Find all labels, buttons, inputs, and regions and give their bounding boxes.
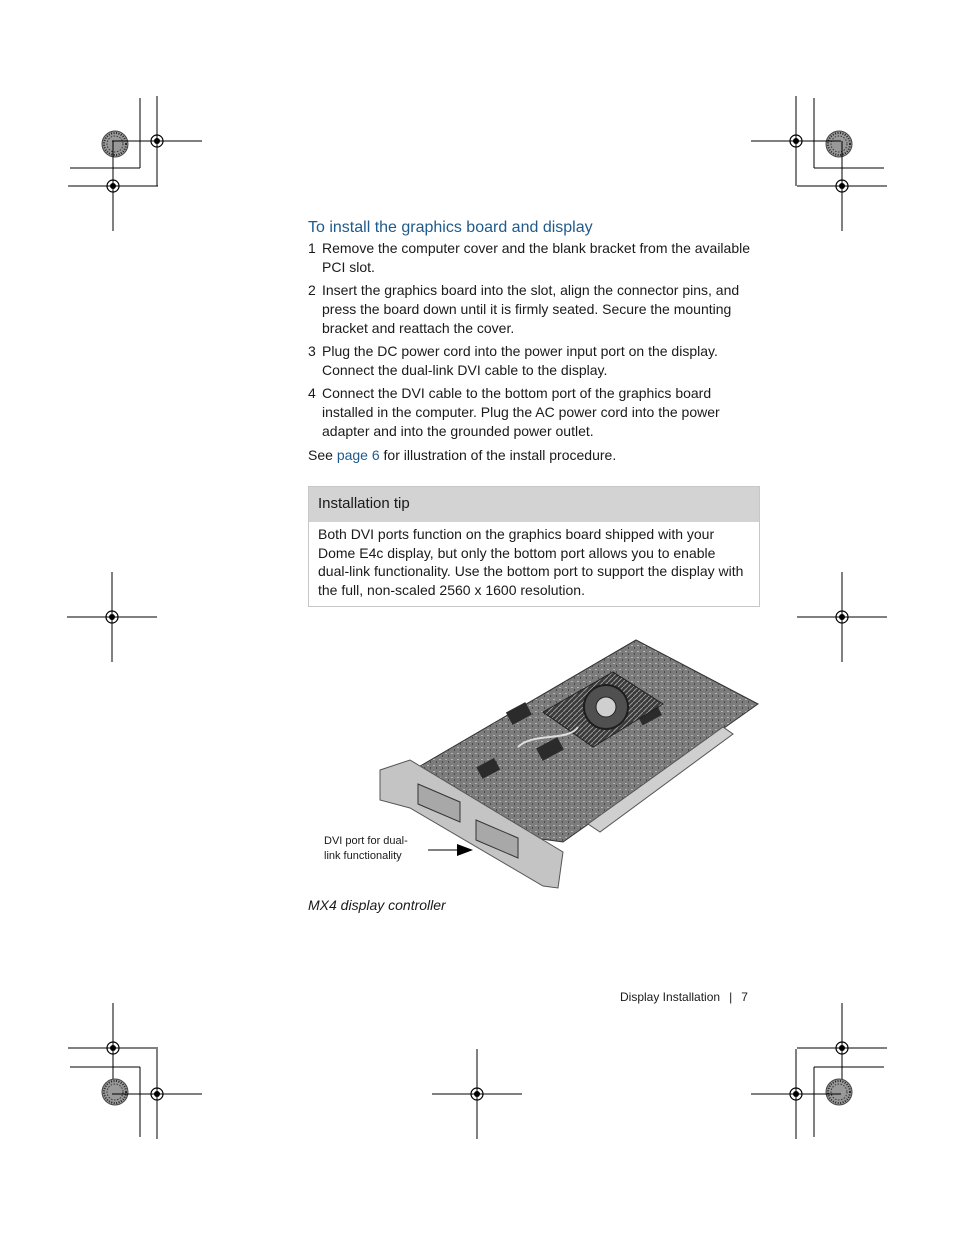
figure-caption: MX4 display controller <box>308 897 446 913</box>
step-number: 1 <box>308 240 316 256</box>
page-number: 7 <box>741 990 748 1004</box>
step-text: Remove the computer cover and the blank bracket from the available PCI slot. <box>322 240 751 275</box>
list-item <box>308 281 753 338</box>
step-number: 2 <box>308 282 316 298</box>
footer-section: Display Installation <box>620 990 721 1004</box>
footer-separator: | <box>729 990 733 1004</box>
see-note <box>308 447 616 463</box>
tip-title: Installation tip <box>309 487 759 522</box>
list-item <box>308 239 753 277</box>
page-link[interactable]: page 6 <box>336 447 380 463</box>
step-text: Insert the graphics board into the slot, align the connector pins, and press the board down until it is firmly seated. Secure the mounting bracket and reattach the cover. <box>322 282 740 336</box>
see-note-prefix: See <box>308 447 337 463</box>
step-text: Connect the DVI cable to the bottom port of the graphics board installed in the computer. Plug the AC power cord into the power adapter and into the grounded power outlet. <box>322 385 720 439</box>
section-heading: To install the graphics board and display <box>308 219 593 236</box>
step-number: 3 <box>308 343 316 359</box>
installation-tip-box <box>308 486 760 607</box>
dvi-port-callout: DVI port for dual-link functionality <box>324 835 408 862</box>
see-note-suffix: for illustration of the install procedure. <box>379 447 617 463</box>
list-item <box>308 342 753 380</box>
step-text: Plug the DC power cord into the power input port on the display. Connect the dual-link DVI cable to the display. <box>322 343 718 378</box>
step-number: 4 <box>308 385 316 401</box>
page-footer <box>620 990 748 1004</box>
install-steps-list <box>308 239 753 445</box>
list-item <box>308 384 753 441</box>
tip-body: Both DVI ports function on the graphics board shipped with your Dome E4c display, but only the bottom port allows you to enable dual-link functionality. Use the bottom port to support the display with the full, non-scaled 2560 x 1600 resolution. <box>318 526 744 598</box>
